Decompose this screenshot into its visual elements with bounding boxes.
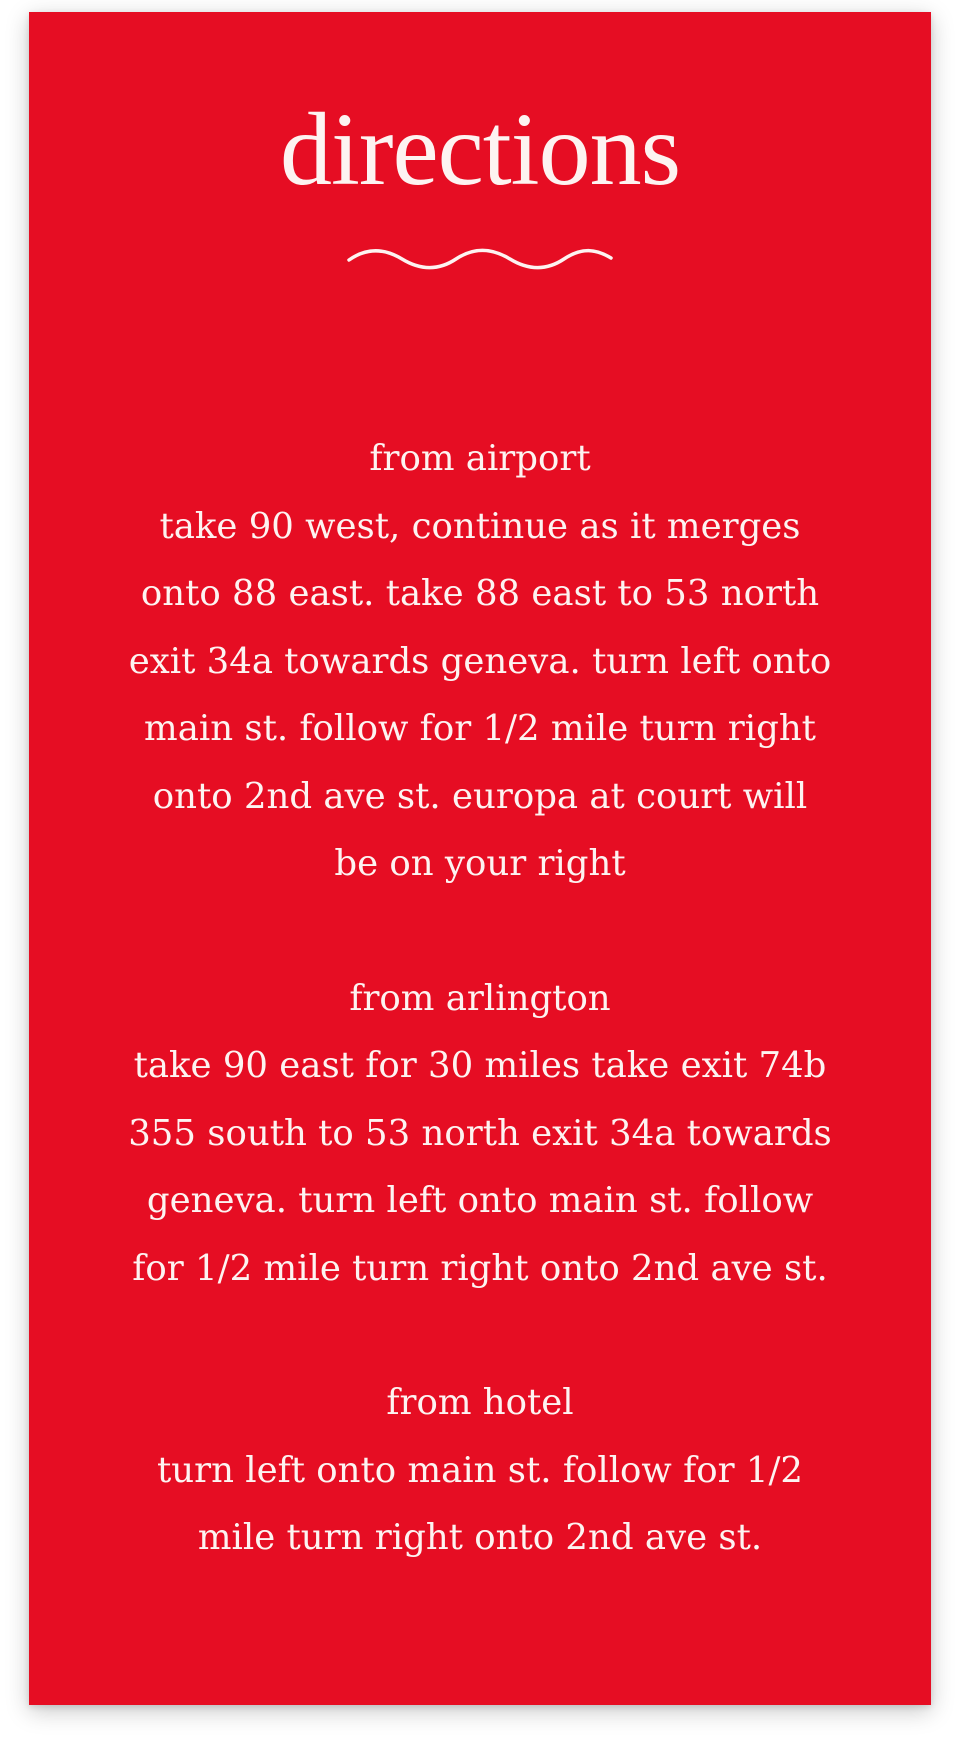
section-heading: from arlington — [349, 977, 611, 1019]
section-from-airport — [29, 425, 931, 898]
page-title: directions — [279, 92, 681, 207]
wave-divider-icon — [346, 244, 614, 274]
section-from-arlington — [29, 965, 931, 1303]
section-body: take 90 east for 30 miles take exit 74b 355 south to 53 north exit 34a towards geneva. turn left onto main st. follow for 1/2 mile turn right onto 2nd ave st. — [128, 1045, 832, 1289]
directions-card — [29, 12, 931, 1705]
section-heading: from hotel — [386, 1382, 574, 1423]
section-body: take 90 west, continue as it merges onto 88 east. take 88 east to 53 north exit 34a towards geneva. turn left onto main st. follow for 1/2 mile turn right onto 2nd ave st. europa at court will be on your right — [128, 505, 832, 884]
directions-list — [29, 425, 931, 1639]
section-from-hotel — [29, 1369, 931, 1572]
section-body: turn left onto main st. follow for 1/2 mile turn right onto 2nd ave st. — [156, 1449, 803, 1558]
section-heading: from airport — [369, 438, 591, 479]
